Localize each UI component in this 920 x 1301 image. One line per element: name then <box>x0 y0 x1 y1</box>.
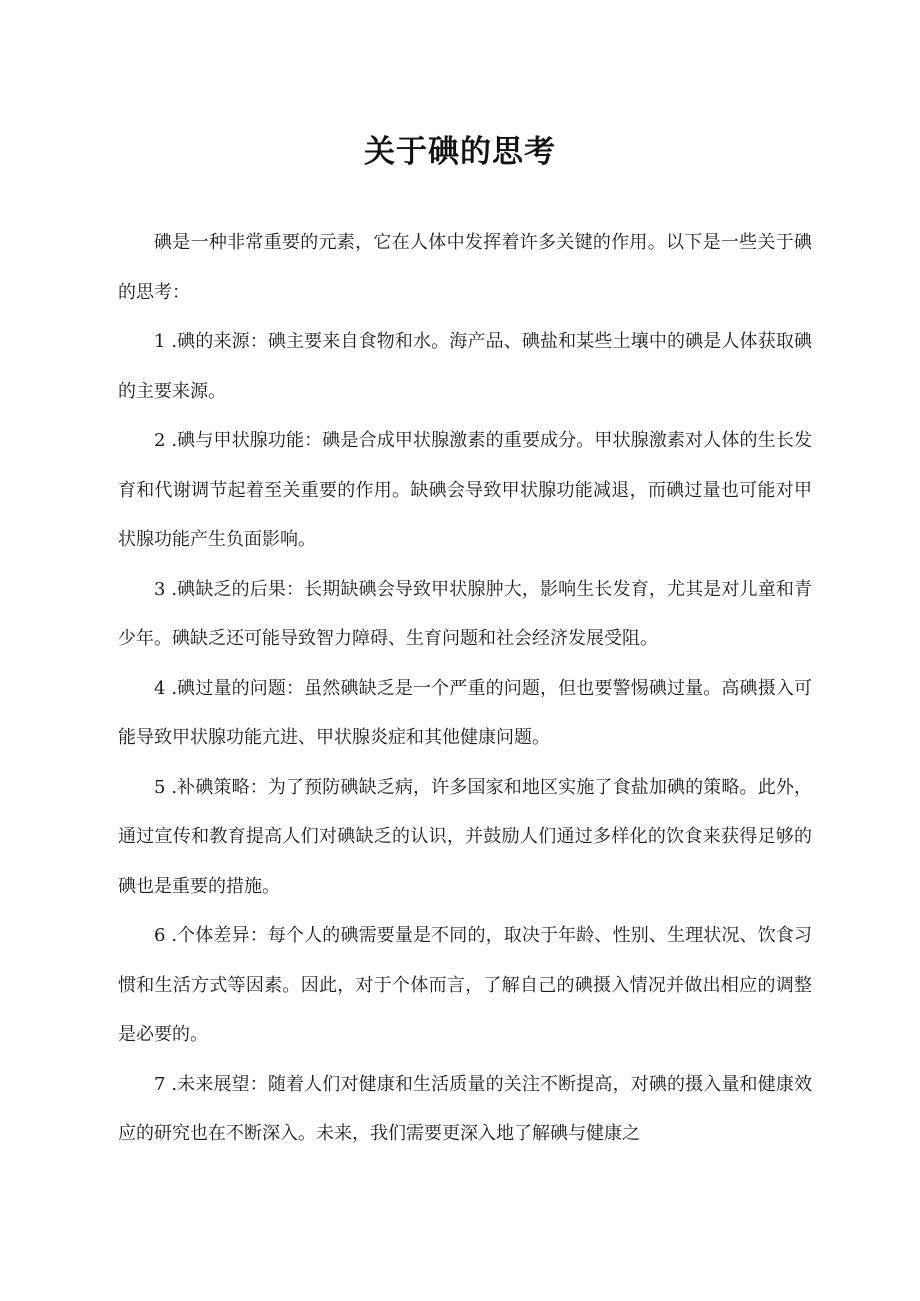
paragraph-item-6: 6 .个体差异：每个人的碘需要量是不同的，取决于年龄、性别、生理状况、饮食习惯和生活方式等因素。因此，对于个体而言，了解自己的碘摄入情况并做出相应的调整是必要的。 <box>118 925 812 1045</box>
paragraph-intro: 碘是一种非常重要的元素，它在人体中发挥着许多关键的作用。以下是一些关于碘的思考： <box>118 232 812 303</box>
paragraph-item-7: 7 .未来展望：随着人们对健康和生活质量的关注不断提高，对碘的摄入量和健康效应的研究也在不断深入。未来，我们需要更深入地了解碘与健康之 <box>118 1073 812 1144</box>
paragraph-item-4: 4 .碘过量的问题：虽然碘缺乏是一个严重的问题，但也要警惕碘过量。高碘摄入可能导致甲状腺功能亢进、甲状腺炎症和其他健康问题。 <box>118 677 812 748</box>
document-title: 关于碘的思考 <box>364 134 556 170</box>
paragraph-item-2: 2 .碘与甲状腺功能：碘是合成甲状腺激素的重要成分。甲状腺激素对人体的生长发育和代谢调节起着至关重要的作用。缺碘会导致甲状腺功能减退，而碘过量也可能对甲状腺功能产生负面影响。 <box>118 430 812 550</box>
paragraph-item-1: 1 .碘的来源：碘主要来自食物和水。海产品、碘盐和某些土壤中的碘是人体获取碘的主要来源。 <box>118 331 812 402</box>
document-body <box>118 218 812 1159</box>
paragraph-item-5: 5 .补碘策略：为了预防碘缺乏病，许多国家和地区实施了食盐加碘的策略。此外，通过宣传和教育提高人们对碘缺乏的认识，并鼓励人们通过多样化的饮食来获得足够的碘也是重要的措施。 <box>118 776 812 897</box>
paragraph-item-3: 3 .碘缺乏的后果：长期缺碘会导致甲状腺肿大，影响生长发育，尤其是对儿童和青少年。碘缺乏还可能导致智力障碍、生育问题和社会经济发展受阻。 <box>118 578 812 649</box>
